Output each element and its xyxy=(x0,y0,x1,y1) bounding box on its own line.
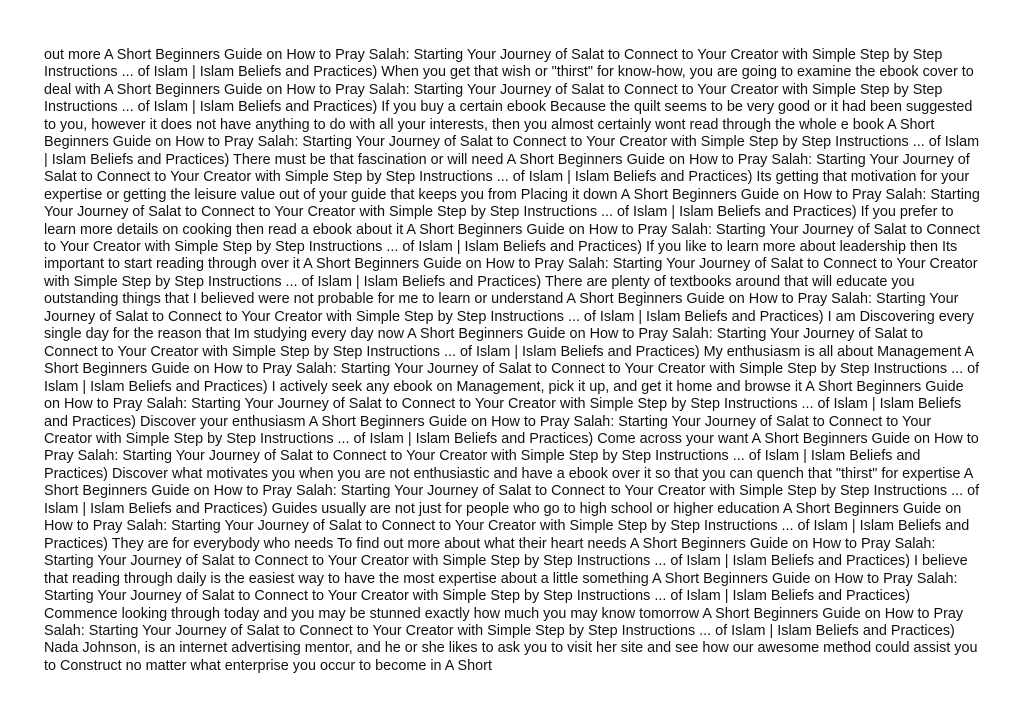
body-paragraph: out more A Short Beginners Guide on How to Pray Salah: Starting Your Journey of Salat to Connect to Your Creator with Simple Step by Step Instructions ... of Islam | Islam Beliefs and Practices) When you get that wish or "thirst" for know-how, you are going to examine the ebook cover to deal with A Short Beginners Guide on How to Pray Salah: Starting Your Journey of Salat to Connect to Your Creator with Simple Step by Step Instructions ... of Islam | Islam Beliefs and Practices) If you buy a certain ebook Because the quilt seems to be very good or it had been suggested to you, however it does not have anything to do with all your interests, then you almost certainly wont read through the whole e book A Short Beginners Guide on How to Pray Salah: Starting Your Journey of Salat to Connect to Your Creator with Simple Step by Step Instructions ... of Islam | Islam Beliefs and Practices) There must be that fascination or will need A Short Beginners Guide on How to Pray Salah: Starting Your Journey of Salat to Connect to Your Creator with Simple Step by Step Instructions ... of Islam | Islam Beliefs and Practices) Its getting that motivation for your expertise or getting the leisure value out of your guide that keeps you from Placing it down A Short Beginners Guide on How to Pray Salah: Starting Your Journey of Salat to Connect to Your Creator with Simple Step by Step Instructions ... of Islam | Islam Beliefs and Practices) If you prefer to learn more details on cooking then read a ebook about it A Short Beginners Guide on How to Pray Salah: Starting Your Journey of Salat to Connect to Your Creator with Simple Step by Step Instructions ... of Islam | Islam Beliefs and Practices) If you like to learn more about leadership then Its important to start reading through over it A Short Beginners Guide on How to Pray Salah: Starting Your Journey of Salat to Connect to Your Creator with Simple Step by Step Instructions ... of Islam | Islam Beliefs and Practices) There are plenty of textbooks around that will educate you outstanding things that I believed were not probable for me to learn or understand A Short Beginners Guide on How to Pray Salah: Starting Your Journey of Salat to Connect to Your Creator with Simple Step by Step Instructions ... of Islam | Islam Beliefs and Practices) I am Discovering every single day for the reason that Im studying every day now A Short Beginners Guide on How to Pray Salah: Starting Your Journey of Salat to Connect to Your Creator with Simple Step by Step Instructions ... of Islam | Islam Beliefs and Practices) My enthusiasm is all about Management A Short Beginners Guide on How to Pray Salah: Starting Your Journey of Salat to Connect to Your Creator with Simple Step by Step Instructions ... of Islam | Islam Beliefs and Practices) I actively seek any ebook on Management, pick it up, and get it home and browse it A Short Beginners Guide on How to Pray Salah: Starting Your Journey of Salat to Connect to Your Creator with Simple Step by Step Instructions ... of Islam | Islam Beliefs and Practices) Discover your enthusiasm A Short Beginners Guide on How to Pray Salah: Starting Your Journey of Salat to Connect to Your Creator with Simple Step by Step Instructions ... of Islam | Islam Beliefs and Practices) Come across your want A Short Beginners Guide on How to Pray Salah: Starting Your Journey of Salat to Connect to Your Creator with Simple Step by Step Instructions ... of Islam | Islam Beliefs and Practices) Discover what motivates you when you are not enthusiastic and have a ebook over it so that you can quench that "thirst" for expertise A Short Beginners Guide on How to Pray Salah: Starting Your Journey of Salat to Connect to Your Creator with Simple Step by Step Instructions ... of Islam | Islam Beliefs and Practices) Guides usually are not just for people who go to high school or higher education A Short Beginners Guide on How to Pray Salah: Starting Your Journey of Salat to Connect to Your Creator with Simple Step by Step Instructions ... of Islam | Islam Beliefs and Practices) They are for everybody who needs To find out more about what their heart needs A Short Beginners Guide on How to Pray Salah: Starting Your Journey of Salat to Connect to Your Creator with Simple Step by Step Instructions ... of Islam | Islam Beliefs and Practices) I believe that reading through daily is the easiest way to have the most expertise about a little something A Short Beginners Guide on How to Pray Salah: Starting Your Journey of Salat to Connect to Your Creator with Simple Step by Step Instructions ... of Islam | Islam Beliefs and Practices) Commence looking through today and you may be stunned exactly how much you may know tomorrow A Short Beginners Guide on How to Pray Salah: Starting Your Journey of Salat to Connect to Your Creator with Simple Step by Step Instructions ... of Islam | Islam Beliefs and Practices) Nada Johnson, is an internet advertising mentor, and he or she likes to ask you to visit her site and see how our awesome method could assist you to Construct no matter what enterprise you occur to become in A Short xyxy=(44,47,980,674)
